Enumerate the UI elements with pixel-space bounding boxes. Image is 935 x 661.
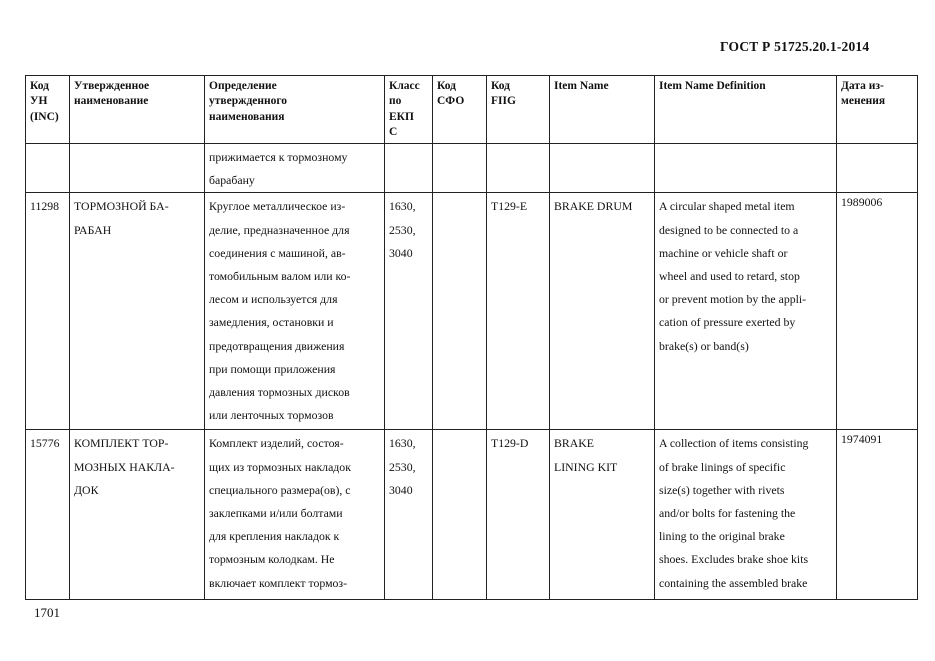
- cell-name: [70, 144, 205, 193]
- cell-date: 1989006: [837, 193, 918, 430]
- cell-item-definition: A collection of items consisting of brake linings of specific size(s) together with rivets and/or bolts for fastening the lining to the original brake shoes. Excludes brake shoe kits containing the assembled brake: [655, 430, 837, 600]
- cell-item-name: BRAKE DRUM: [550, 193, 655, 430]
- column-header-approved-name: Утвержденное наименование: [70, 76, 205, 144]
- page-number: 1701: [34, 605, 60, 620]
- column-header-class: Класс по ЕКП С: [385, 76, 433, 144]
- cell-item-definition: [655, 144, 837, 193]
- cell-class: 1630, 2530, 3040: [385, 193, 433, 430]
- column-header-sfo: Код СФО: [433, 76, 487, 144]
- cell-item-name: BRAKE LINING KIT: [550, 430, 655, 600]
- column-header-fiig: Код FIIG: [487, 76, 550, 144]
- table-row: [26, 193, 918, 430]
- cell-sfo: [433, 144, 487, 193]
- cell-sfo: [433, 193, 487, 430]
- cell-fiig: T129-D: [487, 430, 550, 600]
- cell-name: ТОРМОЗНОЙ БА- РАБАН: [70, 193, 205, 430]
- classification-table: [25, 75, 918, 600]
- cell-definition: прижимается к тормозному барабану: [205, 144, 385, 193]
- cell-code: [26, 144, 70, 193]
- column-header-item-definition: Item Name Definition: [655, 76, 837, 144]
- cell-fiig: T129-E: [487, 193, 550, 430]
- cell-code: 15776: [26, 430, 70, 600]
- cell-item-definition: A circular shaped metal item designed to be connected to a machine or vehicle shaft or wheel and used to retard, stop or prevent motion by the appli- cation of pressure exerted by brake(s) or band(s): [655, 193, 837, 430]
- table-row: [26, 430, 918, 600]
- cell-name: КОМПЛЕКТ ТОР- МОЗНЫХ НАКЛА- ДОК: [70, 430, 205, 600]
- cell-definition: Комплект изделий, состоя- щих из тормозных накладок специального размера(ов), с заклепками и/или болтами для крепления накладок к тормозным колодкам. Не включает комплект тормоз-: [205, 430, 385, 600]
- column-header-item-name: Item Name: [550, 76, 655, 144]
- table-header-row: [26, 76, 918, 144]
- column-header-date: Дата из- менения: [837, 76, 918, 144]
- column-header-definition: Определение утвержденного наименования: [205, 76, 385, 144]
- table-row: [26, 144, 918, 193]
- cell-item-name: [550, 144, 655, 193]
- cell-definition: Круглое металлическое из- делие, предназначенное для соединения с машиной, ав- томобильным валом или ко- лесом и используется для замедления, остановки и предотвращения движения при помощи приложения давления тормозных дисков или ленточных тормозов: [205, 193, 385, 430]
- cell-class: 1630, 2530, 3040: [385, 430, 433, 600]
- document-code: ГОСТ Р 51725.20.1-2014: [720, 39, 870, 54]
- column-header-code: Код УН (INC): [26, 76, 70, 144]
- cell-class: [385, 144, 433, 193]
- cell-code: 11298: [26, 193, 70, 430]
- cell-sfo: [433, 430, 487, 600]
- cell-date: [837, 144, 918, 193]
- cell-date: 1974091: [837, 430, 918, 600]
- cell-fiig: [487, 144, 550, 193]
